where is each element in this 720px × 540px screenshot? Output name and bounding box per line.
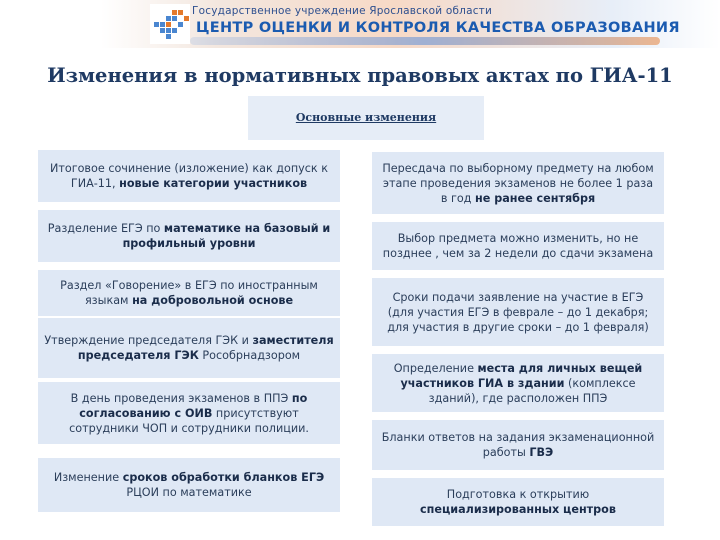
- page-title: Изменения в нормативных правовых актах по ГИА-11: [47, 64, 673, 87]
- left-box-4: Утверждение председателя ГЭК и заместителя председателя ГЭК Рособрнадзором: [38, 318, 340, 378]
- logo-icon: [150, 4, 190, 44]
- left-box-1: Итоговое сочинение (изложение) как допуск к ГИА-11, новые категории участников: [38, 150, 340, 202]
- left-box-5: В день проведения экзаменов в ППЭ по согласованию с ОИВ присутствуют сотрудники ЧОП и сотрудники полиции.: [38, 382, 340, 444]
- right-box-3: Сроки подачи заявление на участие в ЕГЭ (для участия ЕГЭ в феврале – до 1 декабря; для участия в другие сроки – до 1 февраля): [372, 278, 664, 346]
- right-box-4: Определение места для личных вещей участников ГИА в здании (комплексе зданий), где расположен ППЭ: [372, 354, 664, 412]
- left-box-6: Изменение сроков обработки бланков ЕГЭ РЦОИ по математике: [38, 458, 340, 512]
- right-box-6: Подготовка к открытию специализированных центров: [372, 478, 664, 526]
- section-subtitle: Основные изменения: [248, 96, 484, 140]
- right-box-5: Бланки ответов на задания экзаменационной работы ГВЭ: [372, 420, 664, 470]
- left-box-3: Раздел «Говорение» в ЕГЭ по иностранным языкам на добровольной основе: [38, 270, 340, 316]
- center-name: ЦЕНТР ОЦЕНКИ И КОНТРОЛЯ КАЧЕСТВА ОБРАЗОВАНИЯ: [196, 20, 680, 36]
- header-banner: [0, 0, 720, 48]
- organization-name: Государственное учреждение Ярославской области: [192, 5, 493, 17]
- banner-swoosh: [190, 37, 660, 45]
- right-box-2: Выбор предмета можно изменить, но не позднее , чем за 2 недели до сдачи экзамена: [372, 222, 664, 270]
- left-box-2: Разделение ЕГЭ по математике на базовый и профильный уровни: [38, 210, 340, 262]
- right-box-1: Пересдача по выборному предмету на любом этапе проведения экзаменов не более 1 раза в год не ранее сентября: [372, 152, 664, 214]
